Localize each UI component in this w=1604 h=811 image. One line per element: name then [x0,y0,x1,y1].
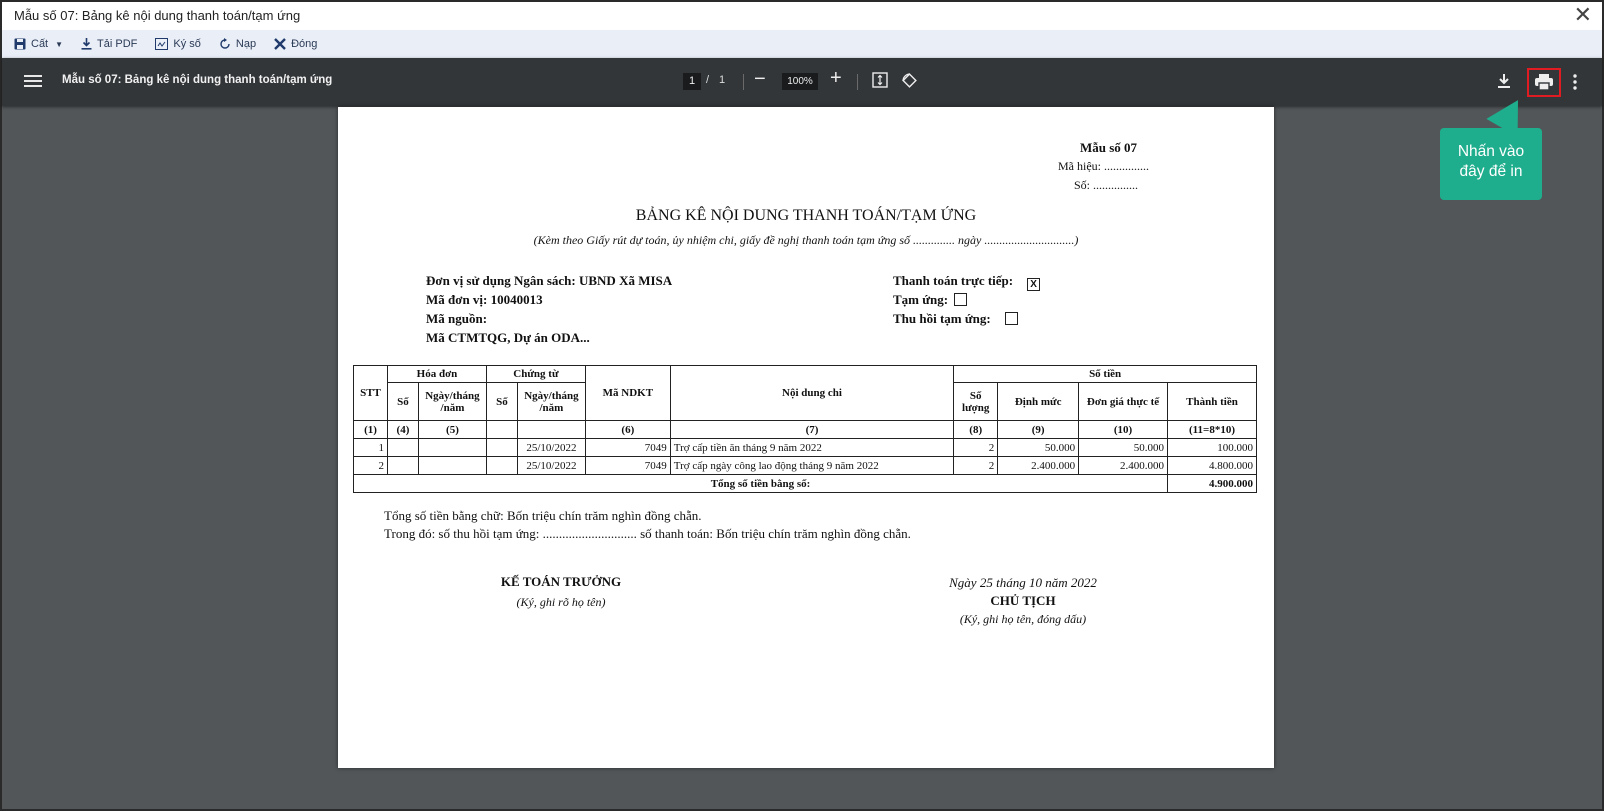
advance-label: Tạm ứng: [893,292,949,307]
zoom-in-button[interactable]: + [830,67,842,89]
viewer-toolbar [2,58,1602,106]
cell-ndkt: 7049 [585,457,670,475]
total-row [354,475,1257,493]
callout-line-2: đây để in [1459,163,1523,180]
source-code: Mã nguồn: [426,311,488,326]
cell-norm: 50.000 [998,439,1079,457]
cell-stt: 2 [354,457,388,475]
table-row [354,457,1257,475]
form-serial: Số: ............... [1074,178,1139,192]
index-cell [486,421,517,439]
hamburger-menu-icon[interactable] [24,72,42,90]
zoom-out-button[interactable]: − [754,68,766,90]
cell-v-no [486,439,517,457]
download-pdf-button[interactable] [81,38,137,50]
document-page [338,107,1274,768]
payment-detail: Trong đó: số thu hồi tạm ứng: ............................. số thanh toán: Bốn triệu chín trăm nghìn đồng chẵn. [384,526,911,541]
header-voucher-date: Ngày/tháng /năm [517,383,585,421]
cell-content: Trợ cấp tiền ăn tháng 9 năm 2022 [670,439,953,457]
signature-icon [155,38,168,50]
total-value: 4.900.000 [1168,475,1257,493]
header-content: Nội dung chi [670,366,953,421]
index-cell: (10) [1079,421,1168,439]
more-vert-icon[interactable] [1573,74,1577,90]
index-cell: (7) [670,421,953,439]
direct-pay-row [893,273,1040,291]
reload-button[interactable] [219,38,256,50]
cell-qty: 2 [954,439,998,457]
floppy-icon [14,38,26,50]
header-stt: STT [354,366,388,421]
recover-checkbox[interactable] [1005,312,1018,325]
cell-inv-date [418,457,486,475]
header-norm: Định mức [998,383,1079,421]
cell-v-date: 25/10/2022 [517,439,585,457]
download-icon[interactable] [1497,73,1511,89]
cell-norm: 2.400.000 [998,457,1079,475]
advance-checkbox[interactable] [954,293,967,306]
index-cell: (1) [354,421,388,439]
header-voucher: Chứng từ [486,366,585,383]
cell-ndkt: 7049 [585,439,670,457]
accountant-note: (Ký, ghi rõ họ tên) [516,595,606,609]
caret-down-icon[interactable]: ▼ [55,39,64,49]
direct-pay-checkbox[interactable]: X [1027,278,1040,291]
page-subtitle: (Kèm theo Giấy rút dự toán, ủy nhiệm chi, giấy đề nghị thanh toán tạm ứng số .............. ngày ..............................) [533,233,1079,247]
callout-line-1: Nhấn vào [1457,143,1525,160]
direct-pay-label: Thanh toán trực tiếp: [893,273,1014,288]
header-voucher-no: Số [486,383,517,421]
recover-row [893,311,1018,327]
index-cell [517,421,585,439]
cell-total: 4.800.000 [1168,457,1257,475]
save-button[interactable] [14,38,63,50]
index-cell: (6) [585,421,670,439]
save-label: Cất [31,38,49,50]
index-cell: (4) [387,421,418,439]
program-code: Mã CTMTQG, Dự án ODA... [426,330,590,345]
index-cell: (9) [998,421,1079,439]
cell-v-date: 25/10/2022 [517,457,585,475]
page-title: BẢNG KÊ NỘI DUNG THANH TOÁN/TẠM ỨNG [635,207,977,224]
zoom-input[interactable]: 100% [782,73,818,90]
cell-v-no [486,457,517,475]
header-qty: Số lượng [954,383,998,421]
cell-price: 2.400.000 [1079,457,1168,475]
page-separator: / [706,74,710,86]
header-price: Đơn giá thực tế [1079,383,1168,421]
index-cell: (5) [418,421,486,439]
chairman-note: (Ký, ghi họ tên, đóng dấu) [959,612,1087,626]
total-label: Tổng số tiền bằng số: [354,475,1168,493]
unit-code: Mã đơn vị: 10040013 [426,292,543,307]
close-icon[interactable]: ✕ [1573,2,1592,27]
refresh-icon [219,38,231,50]
cell-inv-no [387,457,418,475]
print-hint-callout [1440,128,1542,200]
cell-price: 50.000 [1079,439,1168,457]
cell-inv-date [418,439,486,457]
sign-button[interactable] [155,38,201,50]
form-code: Mã hiệu: ............... [1058,159,1149,173]
chairman-title: CHỦ TỊCH [990,593,1056,608]
download-pdf-label: Tải PDF [97,38,138,50]
total-in-words: Tổng số tiền bằng chữ: Bốn triệu chín trăm nghìn đồng chẵn. [384,508,702,523]
header-invoice: Hóa đơn [387,366,486,383]
download-icon [81,38,92,50]
x-icon [274,38,286,50]
divider [743,74,744,90]
close-button[interactable] [274,38,317,50]
unit-name: Đơn vị sử dụng Ngân sách: UBND Xã MISA [426,273,673,288]
header-ndkt: Mã NDKT [585,366,670,421]
reload-label: Nạp [235,38,257,50]
header-total: Thành tiền [1168,383,1257,421]
index-cell: (8) [954,421,998,439]
sign-date: Ngày 25 tháng 10 năm 2022 [949,575,1097,590]
form-number: Mẫu số 07 [1080,140,1138,155]
title-bar [2,2,1602,30]
cell-total: 100.000 [1168,439,1257,457]
toolbar [2,30,1602,58]
accountant-title: KẾ TOÁN TRƯỞNG [500,574,622,589]
cell-qty: 2 [954,457,998,475]
header-invoice-date: Ngày/tháng /năm [418,383,486,421]
fit-page-icon[interactable] [872,72,888,88]
header-amount: Số tiền [954,366,1257,383]
recover-label: Thu hồi tạm ứng: [893,311,991,326]
table-row [354,439,1257,457]
payment-table [353,365,1257,493]
window-title: Mẫu số 07: Bảng kê nội dung thanh toán/tạm ứng [14,8,301,23]
cell-stt: 1 [354,439,388,457]
rotate-icon[interactable] [901,72,918,89]
viewer-doc-title: Mẫu số 07: Bảng kê nội dung thanh toán/tạm ứng [62,74,333,86]
divider [857,74,858,90]
cell-inv-no [387,439,418,457]
index-cell: (11=8*10) [1168,421,1257,439]
sign-label: Ký số [173,38,201,50]
advance-row [893,292,967,308]
header-invoice-no: Số [387,383,418,421]
close-label: Đóng [291,38,318,50]
page-total: 1 [719,74,726,86]
page-number-input[interactable]: 1 [683,73,701,90]
cell-content: Trợ cấp ngày công lao động tháng 9 năm 2022 [670,457,953,475]
print-icon[interactable] [1535,74,1553,90]
